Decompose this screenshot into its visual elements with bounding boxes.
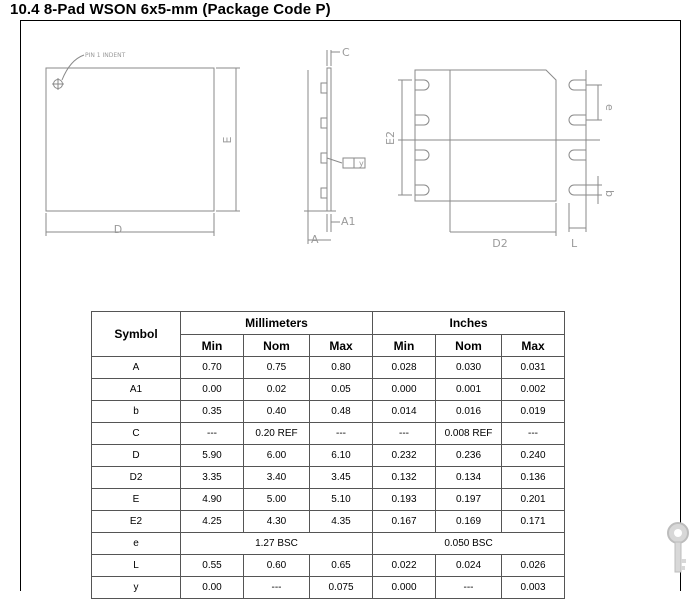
- label-A: A: [311, 233, 319, 246]
- cell-symbol: L: [92, 555, 181, 577]
- cell-in-min: 0.014: [373, 401, 436, 423]
- cell-in-min: 0.232: [373, 445, 436, 467]
- cell-in-nom: ---: [436, 577, 502, 599]
- cell-mm-max: 0.075: [310, 577, 373, 599]
- cell-symbol: D: [92, 445, 181, 467]
- cell-in-min: 0.132: [373, 467, 436, 489]
- inches-header: Inches: [373, 312, 565, 335]
- cell-mm-nom: 0.40: [244, 401, 310, 423]
- dimension-table: [91, 311, 565, 599]
- cell-in-max: 0.026: [502, 555, 565, 577]
- cell-in-max: 0.003: [502, 577, 565, 599]
- top-view: [46, 55, 240, 236]
- cell-mm-bsc: 1.27 BSC: [181, 533, 373, 555]
- cell-mm-max: 0.48: [310, 401, 373, 423]
- pin1-indent-label: PIN 1 INDENT: [85, 52, 126, 59]
- table-row: [92, 423, 565, 445]
- table-row: [92, 357, 565, 379]
- cell-mm-min: 3.35: [181, 467, 244, 489]
- in-nom-header: Nom: [436, 335, 502, 357]
- label-y: y: [359, 159, 364, 168]
- cell-mm-max: 0.80: [310, 357, 373, 379]
- cell-mm-min: 0.35: [181, 401, 244, 423]
- mm-max-header: Max: [310, 335, 373, 357]
- side-view: [304, 50, 365, 244]
- cell-symbol: b: [92, 401, 181, 423]
- cell-symbol: y: [92, 577, 181, 599]
- label-A1: A1: [341, 215, 356, 228]
- mm-nom-header: Nom: [244, 335, 310, 357]
- cell-in-nom: 0.169: [436, 511, 502, 533]
- cell-mm-nom: 4.30: [244, 511, 310, 533]
- cell-mm-max: ---: [310, 423, 373, 445]
- cell-mm-nom: ---: [244, 577, 310, 599]
- cell-in-max: 0.031: [502, 357, 565, 379]
- cell-symbol: A1: [92, 379, 181, 401]
- table-row: [92, 489, 565, 511]
- cell-mm-min: 4.25: [181, 511, 244, 533]
- cell-mm-min: 0.70: [181, 357, 244, 379]
- cell-symbol: C: [92, 423, 181, 445]
- in-max-header: Max: [502, 335, 565, 357]
- cell-in-min: 0.167: [373, 511, 436, 533]
- bottom-view: [398, 70, 602, 236]
- cell-in-max: 0.002: [502, 379, 565, 401]
- table-row: [92, 577, 565, 599]
- cell-symbol: E2: [92, 511, 181, 533]
- cell-in-min: 0.000: [373, 577, 436, 599]
- cell-mm-nom: 0.20 REF: [244, 423, 310, 445]
- cell-in-max: 0.136: [502, 467, 565, 489]
- key-icon: [664, 521, 692, 581]
- cell-mm-max: 4.35: [310, 511, 373, 533]
- table-row: [92, 467, 565, 489]
- label-b: b: [603, 190, 616, 197]
- cell-in-nom: 0.197: [436, 489, 502, 511]
- cell-in-max: 0.171: [502, 511, 565, 533]
- cell-in-nom: 0.001: [436, 379, 502, 401]
- mm-min-header: Min: [181, 335, 244, 357]
- cell-in-max: ---: [502, 423, 565, 445]
- label-L: L: [571, 237, 578, 250]
- cell-symbol: A: [92, 357, 181, 379]
- cell-in-min: ---: [373, 423, 436, 445]
- cell-mm-nom: 0.60: [244, 555, 310, 577]
- cell-mm-min: ---: [181, 423, 244, 445]
- cell-mm-max: 0.65: [310, 555, 373, 577]
- cell-in-min: 0.028: [373, 357, 436, 379]
- millimeters-header: Millimeters: [181, 312, 373, 335]
- section-heading: 10.4 8-Pad WSON 6x5-mm (Package Code P): [10, 1, 331, 18]
- label-E2: E2: [384, 131, 397, 145]
- cell-symbol: e: [92, 533, 181, 555]
- cell-mm-nom: 3.40: [244, 467, 310, 489]
- cell-mm-min: 0.00: [181, 379, 244, 401]
- table-row: [92, 379, 565, 401]
- table-row: [92, 445, 565, 467]
- in-min-header: Min: [373, 335, 436, 357]
- cell-mm-nom: 0.02: [244, 379, 310, 401]
- cell-in-bsc: 0.050 BSC: [373, 533, 565, 555]
- cell-mm-max: 6.10: [310, 445, 373, 467]
- table-row: [92, 511, 565, 533]
- cell-mm-min: 4.90: [181, 489, 244, 511]
- cell-in-nom: 0.016: [436, 401, 502, 423]
- cell-mm-min: 0.00: [181, 577, 244, 599]
- cell-mm-min: 0.55: [181, 555, 244, 577]
- label-D: D: [113, 223, 123, 236]
- cell-symbol: E: [92, 489, 181, 511]
- cell-symbol: D2: [92, 467, 181, 489]
- cell-mm-nom: 0.75: [244, 357, 310, 379]
- cell-in-max: 0.201: [502, 489, 565, 511]
- cell-mm-max: 5.10: [310, 489, 373, 511]
- cell-in-nom: 0.024: [436, 555, 502, 577]
- cell-in-min: 0.022: [373, 555, 436, 577]
- cell-in-min: 0.193: [373, 489, 436, 511]
- cell-mm-max: 0.05: [310, 379, 373, 401]
- cell-in-nom: 0.008 REF: [436, 423, 502, 445]
- cell-in-min: 0.000: [373, 379, 436, 401]
- cell-in-max: 0.019: [502, 401, 565, 423]
- cell-mm-nom: 6.00: [244, 445, 310, 467]
- cell-in-nom: 0.030: [436, 357, 502, 379]
- symbol-header: Symbol: [92, 312, 181, 357]
- label-E: E: [221, 136, 234, 144]
- cell-mm-min: 5.90: [181, 445, 244, 467]
- label-D2: D2: [492, 237, 508, 250]
- cell-in-nom: 0.236: [436, 445, 502, 467]
- table-row: [92, 555, 565, 577]
- cell-mm-max: 3.45: [310, 467, 373, 489]
- table-row: [92, 533, 565, 555]
- cell-in-max: 0.240: [502, 445, 565, 467]
- cell-in-nom: 0.134: [436, 467, 502, 489]
- table-row: [92, 401, 565, 423]
- label-e: e: [603, 104, 616, 111]
- label-C: C: [342, 46, 350, 59]
- cell-mm-nom: 5.00: [244, 489, 310, 511]
